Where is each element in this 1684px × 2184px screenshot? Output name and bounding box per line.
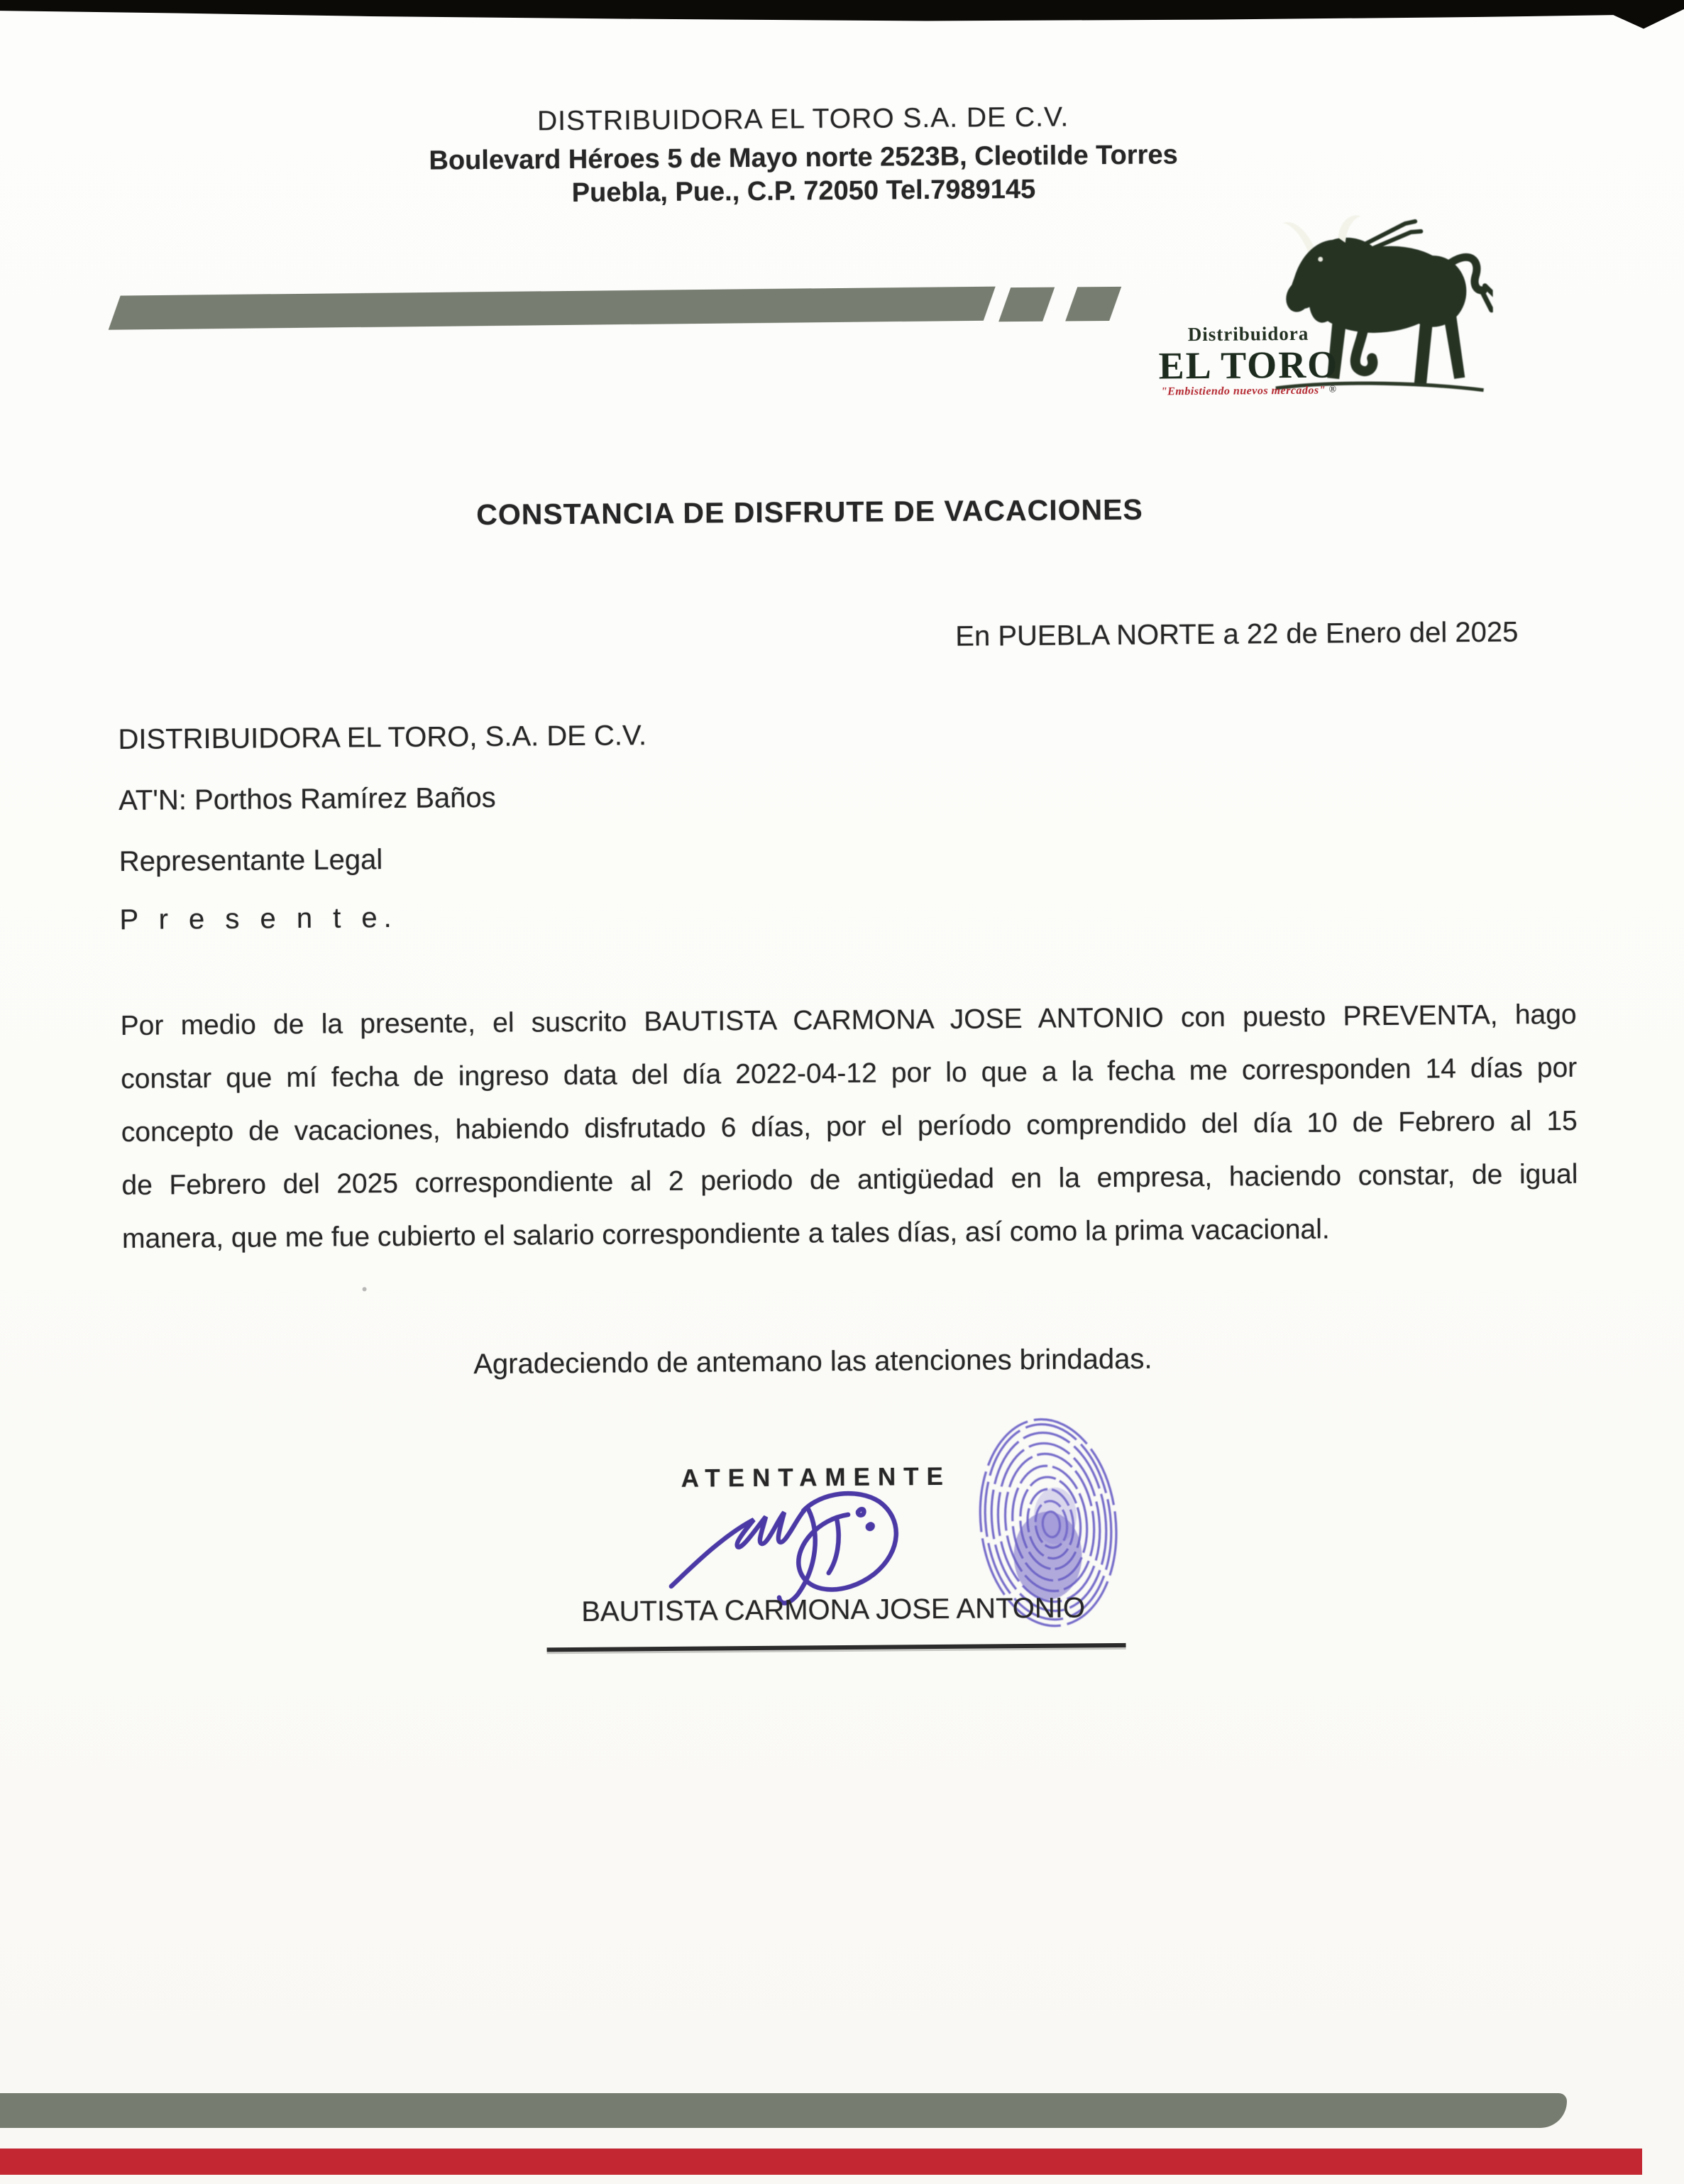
footer-gray-bar [0,2093,1567,2128]
body-line-5: manera, que me fue cubierto el salario correspondiente a tales días, así como la prima vacacional. [121,1214,1330,1254]
dateline: En PUEBLA NORTE a 22 de Enero del 2025 [955,616,1519,652]
decorative-slash-2 [1065,287,1121,322]
atentamente-heading: ATENTAMENTE [681,1462,952,1493]
banderillas [1364,221,1421,251]
signatory-name: BAUTISTA CARMONA JOSE ANTONIO [581,1592,1086,1628]
letterhead-address-line2: Puebla, Pue., C.P. 72050 Tel.7989145 [571,174,1036,208]
recipient-salutation: P r e s e n t e. [119,901,398,935]
recipient-attn: AT'N: Porthos Ramírez Baños [118,781,496,817]
logo-tagline-text [1132,384,1366,399]
decorative-slash-1 [998,287,1055,322]
document-title: CONSTANCIA DE DISFRUTE DE VACACIONES [476,493,1143,532]
letterhead-company-name: DISTRIBUIDORA EL TORO S.A. DE C.V. [536,101,1069,137]
scan-artifact-dot [363,1287,367,1291]
footer-red-bar [0,2149,1642,2175]
body-line-4: de Febrero del 2025 correspondiente al 2 periodo de antigüedad en la empresa, haciendo constar, de igual [121,1158,1578,1201]
closing-line: Agradeciendo de antemano las atenciones brindadas. [473,1343,1152,1381]
signature-line [547,1643,1126,1652]
decorative-gray-bar [109,287,996,330]
recipient-company: DISTRIBUIDORA EL TORO, S.A. DE C.V. [118,720,647,756]
body-line-2: constar que mí fecha de ingreso data del día 2022-04-12 por lo que a la fecha me corresponden 14 días por [121,1052,1578,1094]
tagline-quote: "Embistiendo nuevos mercados" [1160,384,1326,398]
body-line-3: concepto de vacaciones, habiendo disfrutado 6 días, por el período comprendido del día 10 de Febrero al 15 [121,1105,1578,1148]
logo-wordmark [1131,322,1366,399]
registered-mark-icon: ® [1328,384,1337,395]
bull-tail-tuft [1480,286,1493,310]
letter-body [120,988,1578,1266]
signature-image [658,1474,928,1611]
logo-el-toro-text: EL TORO [1158,343,1339,388]
letterhead-address-line1: Boulevard Héroes 5 de Mayo norte 2523B, Cleotilde Torres [429,140,1178,176]
recipient-role: Representante Legal [119,844,383,877]
body-line-1: Por medio de la presente, el suscrito BAUTISTA CARMONA JOSE ANTONIO con puesto PREVENTA, hago [120,999,1577,1041]
bull-left-horn [1282,222,1314,253]
logo-distribuidora-text: Distribuidora [1187,322,1309,346]
bull-eye [1318,257,1323,262]
